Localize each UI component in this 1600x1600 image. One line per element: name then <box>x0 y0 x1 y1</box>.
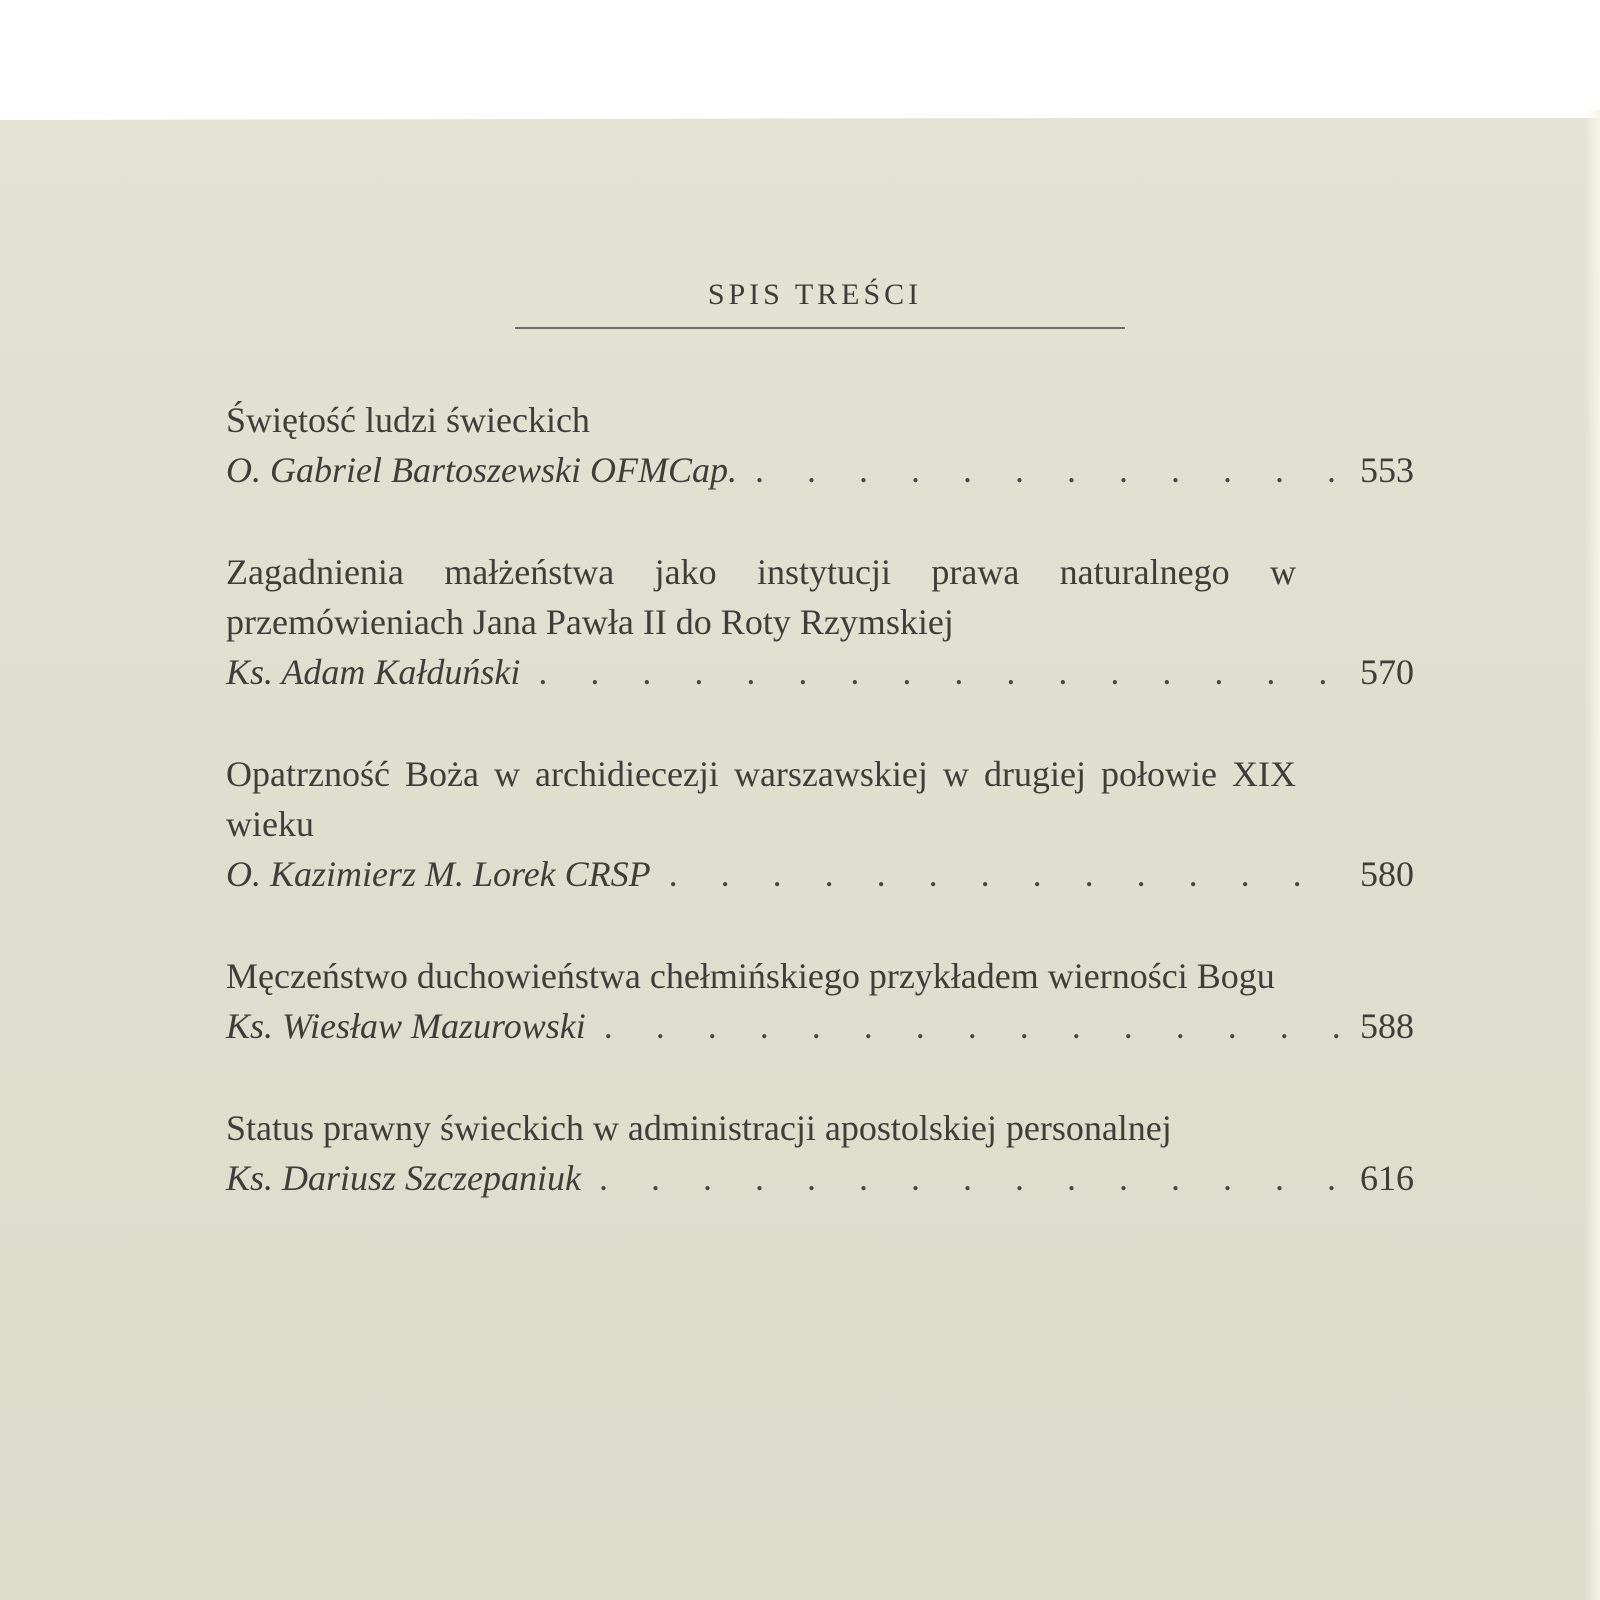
entry-title: Zagadnienia małżeństwa jako instytucji prawa naturalnego w przemówieniach Jana Pawła II do Roty Rzymskiej <box>226 552 1296 642</box>
entry-page-number: 580 <box>1360 854 1414 894</box>
dot-leader <box>599 1153 1342 1203</box>
entry-page-number: 553 <box>1360 450 1414 490</box>
author-line <box>226 849 1414 899</box>
entry-page-number: 616 <box>1360 1158 1414 1198</box>
entry-author: Ks. Wiesław Mazurowski <box>226 1006 586 1046</box>
author-line <box>226 1153 1414 1203</box>
author-line <box>226 1001 1414 1051</box>
dot-leader <box>669 849 1342 899</box>
entry-title: Świętość ludzi świeckich <box>226 400 590 440</box>
dot-leader <box>604 1001 1342 1051</box>
entry-page-number: 570 <box>1360 652 1414 692</box>
toc-entry <box>226 1103 1414 1203</box>
entry-page-number: 588 <box>1360 1006 1414 1046</box>
toc-heading: SPIS TREŚCI <box>707 278 923 311</box>
toc-list <box>226 395 1414 1255</box>
toc-entry <box>226 547 1414 697</box>
page-edge <box>1584 110 1600 1600</box>
entry-author: Ks. Dariusz Szczepaniuk <box>226 1158 582 1198</box>
toc-entry <box>226 395 1414 495</box>
author-line <box>226 647 1414 697</box>
author-line <box>226 445 1414 495</box>
entry-title: Status prawny świeckich w administracji apostolskiej personalnej <box>226 1108 1172 1148</box>
entry-author: Ks. Adam Kałduński <box>226 652 521 692</box>
dot-leader <box>538 647 1342 697</box>
entry-author: O. Gabriel Bartoszewski OFMCap. <box>226 450 737 490</box>
toc-entry <box>226 951 1414 1051</box>
toc-entry <box>226 749 1414 899</box>
dot-leader <box>755 445 1342 495</box>
heading-rule <box>515 327 1125 329</box>
entry-author: O. Kazimierz M. Lorek CRSP <box>226 854 651 894</box>
entry-title: Męczeństwo duchowieństwa chełmińskiego przykładem wierności Bogu <box>226 956 1275 996</box>
entry-title: Opatrzność Boża w archidiecezji warszawskiej w drugiej połowie XIX wieku <box>226 754 1296 844</box>
